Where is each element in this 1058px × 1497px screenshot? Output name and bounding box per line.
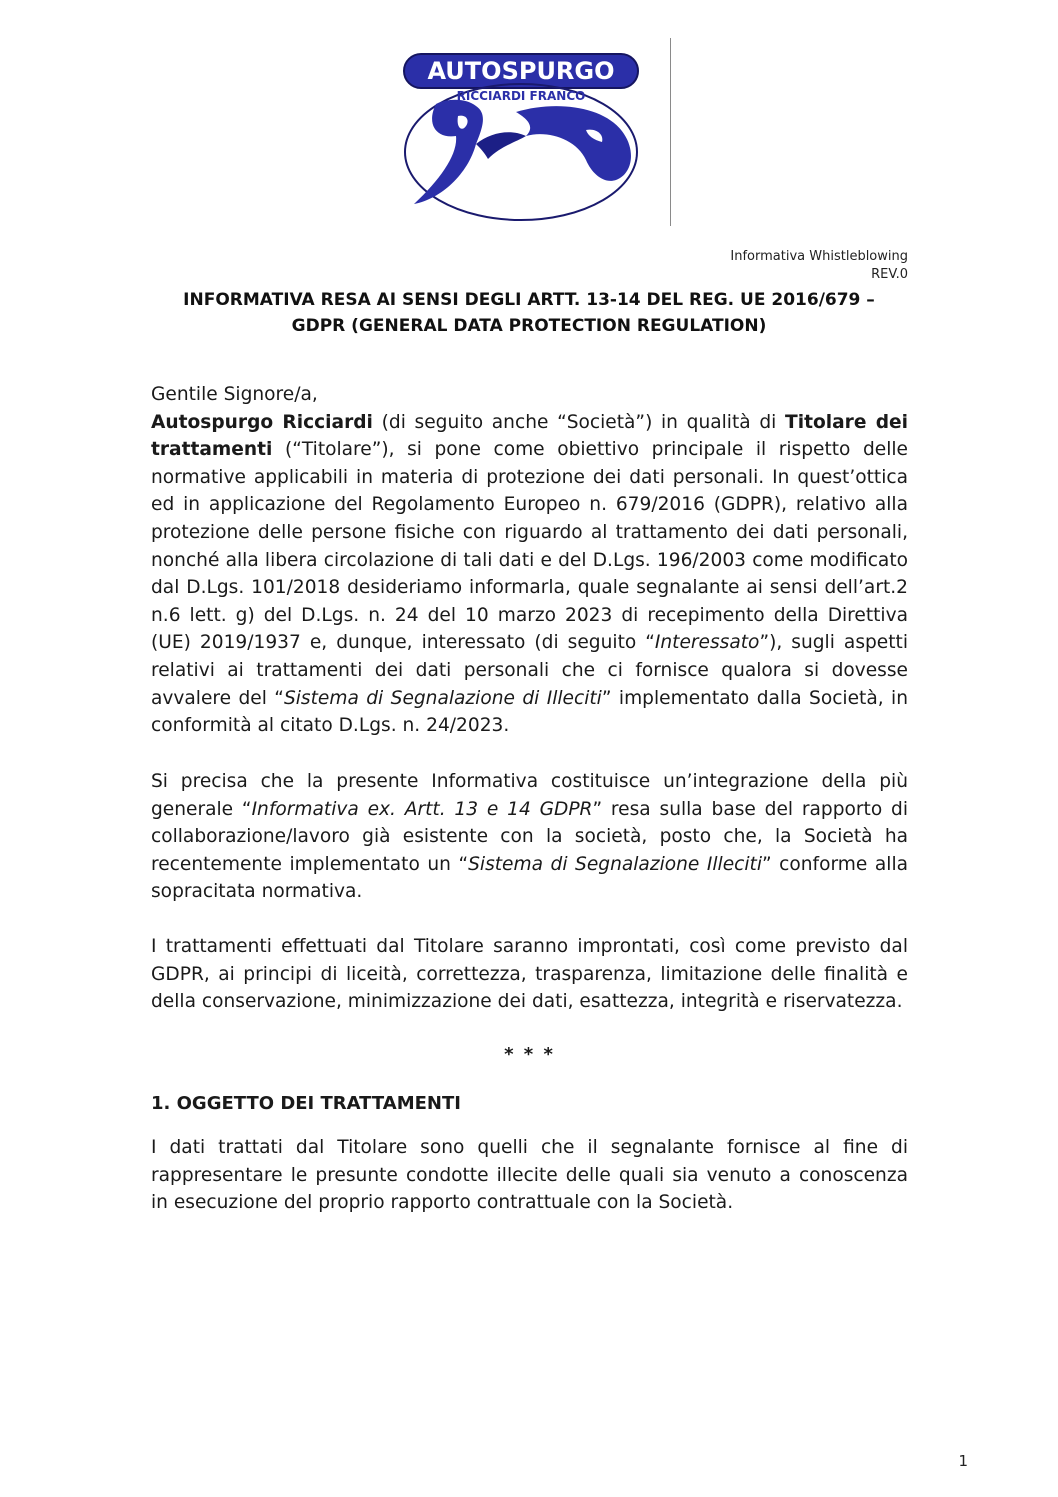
logo-swoosh-middle bbox=[476, 132, 526, 159]
intro-paragraph bbox=[151, 409, 908, 740]
intro-section bbox=[151, 381, 908, 740]
para2-text-2: ” resa sulla base del rapporto di collaborazione/lavoro già esistente con la società, posto che, la Società ha recentemente implementato un “ bbox=[151, 798, 908, 875]
title-line-1: INFORMATIVA RESA AI SENSI DEGLI ARTT. 13-14 DEL REG. UE 2016/679 – bbox=[183, 290, 875, 310]
sistema-illeciti-term: Sistema di Segnalazione Illeciti bbox=[468, 853, 762, 875]
revision-label: REV.0 bbox=[871, 267, 908, 282]
informativa-term: Informativa ex. Artt. 13 e 14 GDPR bbox=[251, 798, 593, 820]
controller-role: Titolare dei trattamenti bbox=[151, 411, 909, 461]
section-1-text: I dati trattati dal Titolare sono quelli che il segnalante fornisce al fine di rappresentare le presunte condotte illecite delle quali sia venuto a conoscenza in esecuzione del proprio rapporto contrattuale con la Società. bbox=[151, 1137, 908, 1214]
intro-text-1: (di seguito anche “Società”) in qualità di bbox=[372, 411, 786, 433]
logo-graphic bbox=[396, 34, 646, 224]
sistema-term: Sistema di Segnalazione di Illeciti bbox=[283, 687, 602, 709]
company-name: Autospurgo Ricciardi bbox=[151, 411, 373, 433]
paragraph-2 bbox=[151, 768, 908, 906]
para2-text-1: Si precisa che la presente Informativa costituisce un’integrazione della più generale “ bbox=[151, 771, 908, 820]
logo-divider-line bbox=[670, 38, 671, 226]
intro-text-2: (“Titolare”), si pone come obiettivo principale il rispetto delle normative applicabili in materia di protezione dei dati personali. In quest’ottica ed in applicazione del Regolamento Europeo n. 679/2016 (GDPR), relativo alla protezione delle persone fisiche con riguardo al trattamento dei dati personali, nonché alla libera circolazione di tali dati e del D.Lgs. 196/2003 come modificato dal D.Lgs. 101/2018 desideriamo informarla, quale segnalante ai sensi dell’art.2 n.6 lett. g) del D.Lgs. n. 24 del 10 marzo 2023 di recepimento della Direttiva (UE) 2019/1937 e, dunque, interessato (di seguito “ bbox=[151, 439, 908, 654]
section-separator: * * * bbox=[504, 1044, 555, 1065]
header-note bbox=[730, 248, 908, 284]
title-line-2: GDPR (GENERAL DATA PROTECTION REGULATION) bbox=[291, 316, 767, 336]
greeting: Gentile Signore/a, bbox=[151, 384, 318, 405]
company-logo bbox=[396, 34, 646, 224]
doc-type-label: Informativa Whistleblowing bbox=[730, 249, 908, 264]
section-1-heading: 1. OGGETTO DEI TRATTAMENTI bbox=[151, 1093, 461, 1114]
interessato-term: Interessato bbox=[654, 632, 760, 654]
logo-swoosh-right bbox=[516, 106, 631, 181]
intro-text-4: ” implementato dalla Società, in conformità al citato D.Lgs. n. 24/2023. bbox=[151, 687, 908, 737]
intro-text-3: ”), sugli aspetti relativi ai trattamenti dei dati personali che ci fornisce qualora si dovesse avvalere del “ bbox=[151, 632, 908, 709]
document-title bbox=[150, 287, 908, 339]
page-number: 1 bbox=[958, 1452, 968, 1470]
logo-brand-name: AUTOSPURGO bbox=[427, 57, 615, 85]
paragraph-3: I trattamenti effettuati dal Titolare saranno improntati, così come previsto dal GDPR, ai principi di liceità, correttezza, trasparenza, limitazione delle finalità e della conservazione, minimizzazione dei dati, esattezza, integrità e riservatezza. bbox=[151, 936, 908, 1013]
para2-text-3: ” conforme alla sopracitata normativa. bbox=[151, 853, 908, 903]
logo-sub-name: RICCIARDI FRANCO bbox=[456, 89, 586, 103]
